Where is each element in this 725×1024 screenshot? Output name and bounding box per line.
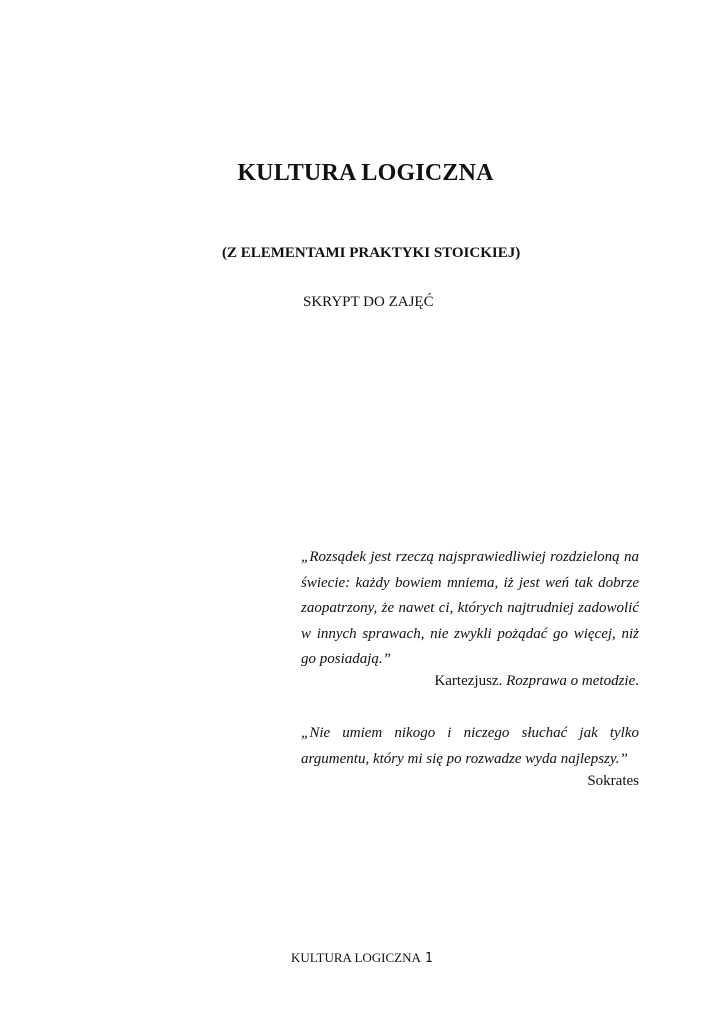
page-number: 1: [424, 951, 433, 966]
epigraph-quote-2: „Nie umiem nikogo i niczego słuchać jak tylko argumentu, który mi się po rozwadze wyda najlepszy.”: [301, 725, 639, 767]
document-title-text: KULTURA LOGICZNA: [237, 160, 494, 186]
document-title: [0, 160, 725, 187]
attribution-period: .: [635, 673, 639, 689]
document-type-label: SKRYPT DO ZAJĘĆ: [303, 294, 434, 310]
epigraph-attribution-2: Sokrates: [587, 773, 639, 789]
footer-running-title: KULTURA LOGICZNA: [291, 950, 421, 965]
epigraph-quote-1: „Rozsądek jest rzeczą najsprawiedliwiej rozdzieloną na świecie: każdy bowiem mniema, iż jest weń tak dobrze zaopatrzony, że nawet ci, których najtrudniej zadowolić w innych sprawach, nie zwykli pożądać go więcej, niż go posiadają.”: [301, 549, 639, 667]
document-subtitle: (Z ELEMENTAMI PRAKTYKI STOICKIEJ): [222, 245, 521, 261]
page-footer: [291, 950, 433, 966]
attribution-author: Kartezjusz.: [434, 673, 503, 689]
attribution-work-title: Rozprawa o metodzie: [506, 673, 636, 689]
epigraph-attribution-1: [434, 673, 639, 690]
